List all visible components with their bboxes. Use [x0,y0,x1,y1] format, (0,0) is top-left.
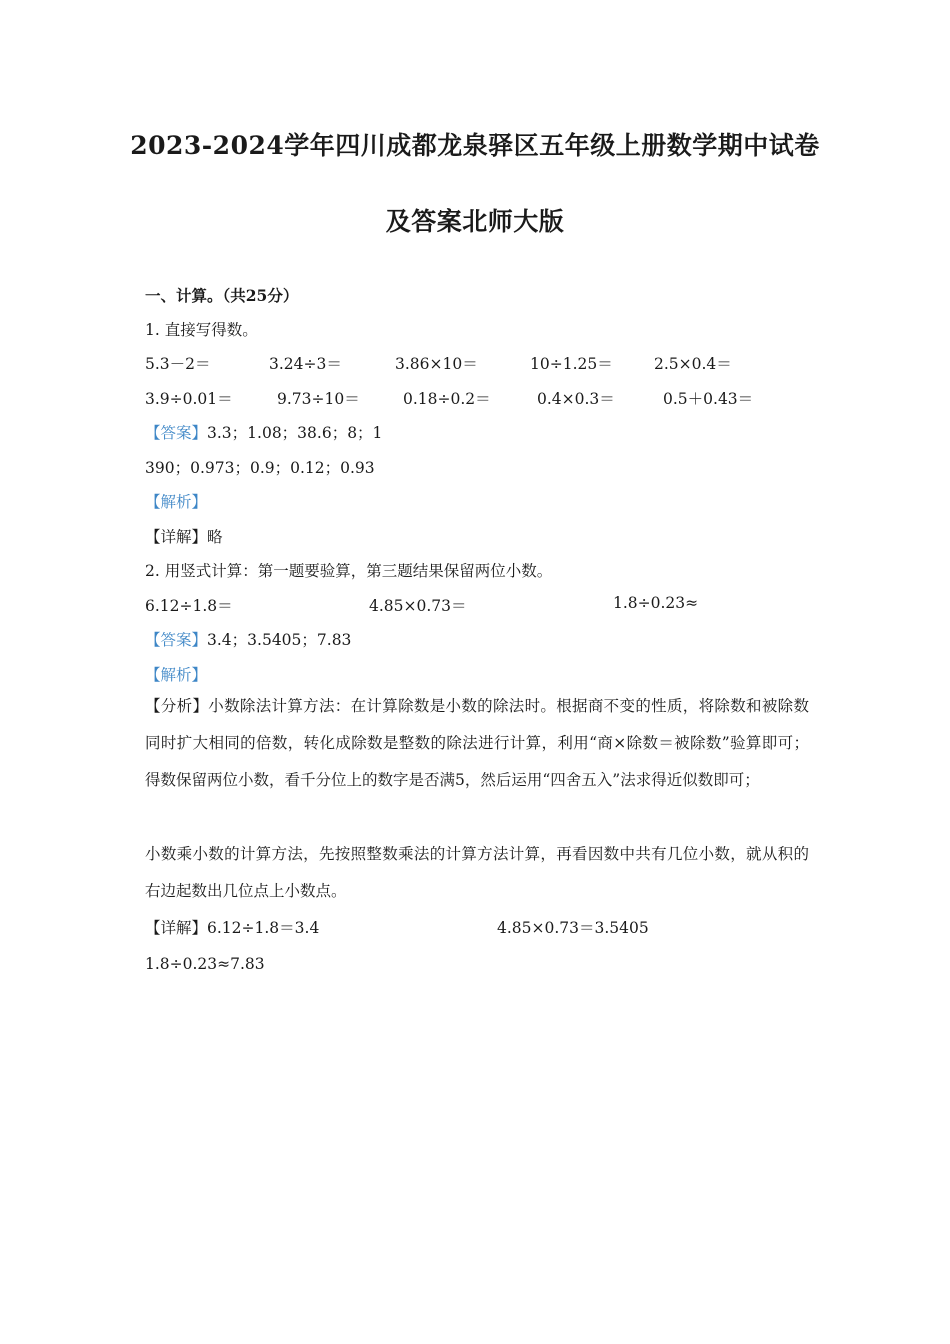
question-2-detail [145,916,809,938]
answer-tag: 【答案】 [145,631,208,649]
detail-part-2: 4.85×0.73＝3.5405 [497,919,649,937]
answer-tag: 【答案】 [145,424,208,442]
problem: 3.9÷0.01＝ [145,390,233,408]
problem: 5.3－2＝ [145,355,211,373]
document-title-line2: 及答案北师大版 [385,207,565,236]
question-1-row-2 [145,387,809,409]
problem: 0.4×0.3＝ [537,390,615,408]
answer-text: 3.3；1.08；38.6；8；1 [207,424,383,442]
problem: 10÷1.25＝ [530,355,613,373]
question-2-stem: 2. 用竖式计算：第一题要验算，第三题结果保留两位小数。 [145,562,553,580]
question-1-row-1 [145,352,809,374]
question-2-analysis-paragraph-1: 【分析】小数除法计算方法：在计算除数是小数的除法时。根据商不变的性质，将除数和被除数同时扩大相同的倍数，转化成除数是整数的除法进行计算，利用“商×除数＝被除数”验算即可；得数保留两位小数，看千分位上的数字是否满5，然后运用“四舍五入”法求得近似数即可； [145,697,809,789]
section-heading: 一、计算。（共25分） [145,286,299,305]
problem: 3.86×10＝ [395,355,478,373]
problem: 3.24÷3＝ [269,355,342,373]
problem: 4.85×0.73＝ [369,597,467,615]
question-1-detail: 【详解】略 [145,528,223,546]
document-title-line1: 2023-2024学年四川成都龙泉驿区五年级上册数学期中试卷 [130,131,820,160]
question-2-problems [145,594,809,616]
question-2-analysis-tag: 【解析】 [145,666,208,684]
question-1-analysis-tag: 【解析】 [145,493,208,511]
problem: 1.8÷0.23≈ [613,594,699,612]
question-2-detail-line-2: 1.8÷0.23≈7.83 [145,955,265,973]
question-1-stem: 1. 直接写得数。 [145,321,258,339]
detail-part-1: 【详解】6.12÷1.8＝3.4 [145,919,320,937]
problem: 2.5×0.4＝ [654,355,732,373]
question-1-answer-continued: 390；0.973；0.9；0.12；0.93 [145,459,375,477]
question-2-answer [145,628,351,650]
problem: 0.18÷0.2＝ [403,390,491,408]
question-1-answer [145,421,382,443]
answer-text: 3.4；3.5405；7.83 [207,631,352,649]
problem: 9.73÷10＝ [277,390,360,408]
problem: 6.12÷1.8＝ [145,597,233,615]
problem: 0.5＋0.43＝ [663,390,754,408]
question-2-analysis-paragraph-2: 小数乘小数的计算方法，先按照整数乘法的计算方法计算，再看因数中共有几位小数，就从积的右边起数出几位点上小数点。 [145,845,809,900]
